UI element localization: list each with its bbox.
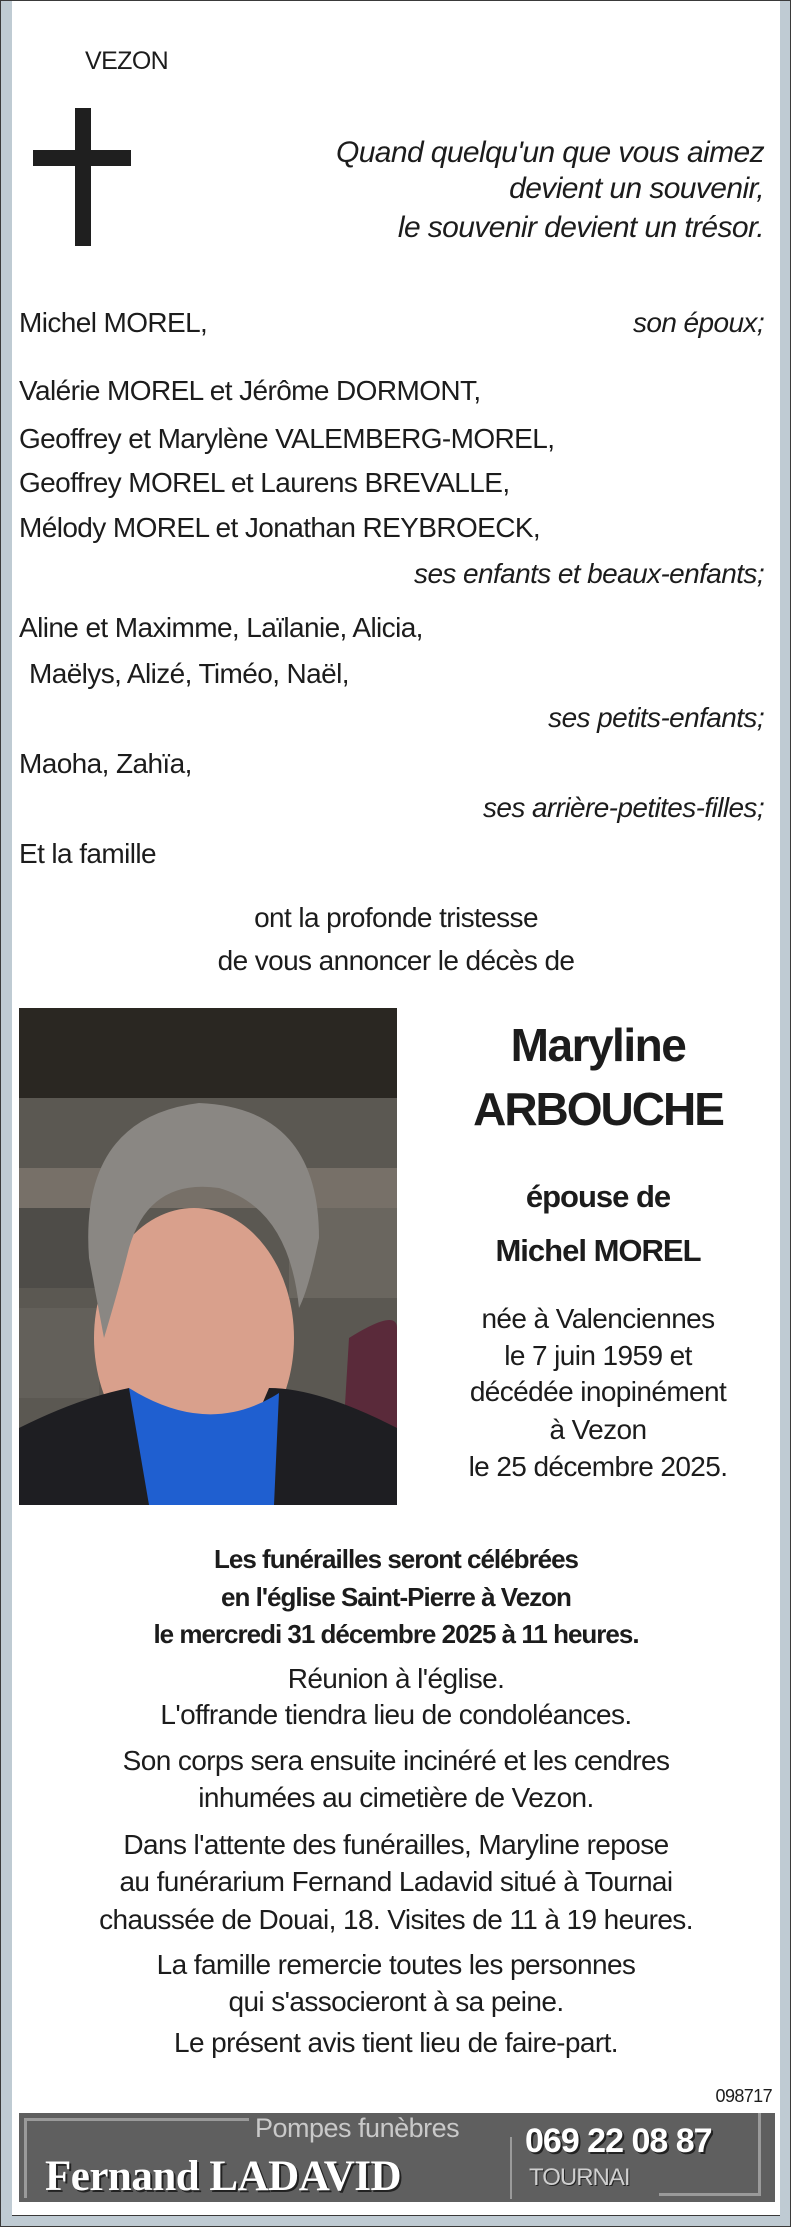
deceased-detail: à Vezon [549, 1414, 647, 1445]
funeral-home-name: Fernand LADAVID [45, 2153, 402, 2200]
great-grandchildren: Maoha, Zahïa, [19, 748, 192, 779]
spouse-of-label: épouse de [525, 1179, 671, 1214]
spouse-name: Michel MOREL, [19, 307, 208, 338]
grandchildren-relation: ses petits-enfants; [548, 702, 764, 733]
funeral-line: Les funérailles seront célébrées [214, 1544, 578, 1574]
funeral-info: Son corps sera ensuite incinéré et les cendres [122, 1745, 670, 1776]
deceased-photo [19, 1008, 397, 1505]
funeral-info: inhumées au cimetière de Vezon. [198, 1782, 594, 1813]
child-line: Geoffrey MOREL et Laurens BREVALLE, [19, 467, 510, 498]
funeral-home-banner [19, 2113, 775, 2202]
grandchildren-line: Maëlys, Alizé, Timéo, Naël, [29, 658, 349, 689]
deceased-last-name: ARBOUCHE [473, 1083, 723, 1135]
quote-line: devient un souvenir, [509, 172, 764, 205]
funeral-info: Dans l'attente des funérailles, Maryline repose [123, 1829, 669, 1860]
funeral-line: le mercredi 31 décembre 2025 à 11 heures. [153, 1619, 639, 1649]
funeral-info: au funérarium Fernand Ladavid situé à Tournai [119, 1866, 673, 1897]
grandchildren-line: Aline et Maximme, Laïlanie, Alicia, [19, 612, 423, 643]
child-line: Valérie MOREL et Jérôme DORMONT, [19, 375, 481, 406]
town-name: VEZON [85, 47, 169, 75]
deceased-detail: née à Valenciennes [481, 1303, 715, 1334]
announcement-line: de vous annoncer le décès de [217, 945, 575, 976]
funeral-info: Réunion à l'église. [287, 1663, 505, 1694]
funeral-info: L'offrande tiendra lieu de condoléances. [160, 1699, 632, 1730]
child-line: Mélody MOREL et Jonathan REYBROECK, [19, 512, 541, 543]
reference-number: 098717 [715, 2086, 772, 2106]
spouse-of-name: Michel MOREL [495, 1233, 701, 1268]
funeral-home-city: TOURNAI [529, 2164, 630, 2191]
funeral-home-phone[interactable]: 069 22 08 87 [525, 2122, 712, 2160]
children-relation: ses enfants et beaux-enfants; [414, 558, 764, 589]
funeral-info: Le présent avis tient lieu de faire-part. [174, 2027, 618, 2058]
announcement-line: ont la profonde tristesse [254, 902, 538, 933]
deceased-first-name: Maryline [510, 1019, 686, 1071]
deceased-detail: décédée inopinément [469, 1376, 727, 1407]
funeral-info: La famille remercie toutes les personnes [156, 1949, 636, 1980]
great-grandchildren-relation: ses arrière-petites-filles; [483, 792, 764, 823]
quote-line: Quand quelqu'un que vous aimez [335, 136, 764, 169]
funeral-info: qui s'associeront à sa peine. [228, 1986, 564, 2017]
obituary-notice [12, 1, 780, 2216]
funeral-line: en l'église Saint-Pierre à Vezon [221, 1582, 571, 1612]
funeral-info: chaussée de Douai, 18. Visites de 11 à 19 heures. [99, 1904, 693, 1935]
spouse-relation: son époux; [633, 307, 764, 338]
funeral-home-subtitle: Pompes funèbres [255, 2113, 460, 2143]
family-others: Et la famille [19, 838, 156, 869]
child-line: Geoffrey et Marylène VALEMBERG-MOREL, [19, 423, 555, 454]
deceased-detail: le 7 juin 1959 et [504, 1340, 692, 1371]
quote-line: le souvenir devient un trésor. [397, 211, 764, 244]
deceased-detail: le 25 décembre 2025. [468, 1451, 728, 1482]
